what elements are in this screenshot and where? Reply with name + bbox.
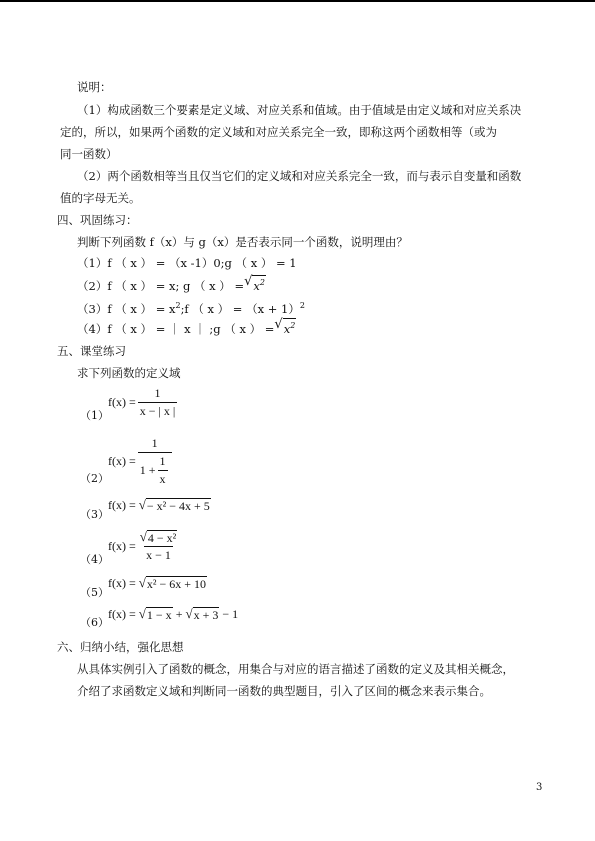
inner-fraction xyxy=(158,454,168,487)
note1-line3: 同一函数） xyxy=(60,147,118,161)
tail-term: − 1 xyxy=(222,607,239,621)
exercise5-formula-3 xyxy=(108,498,211,513)
lhs: f(x) = xyxy=(108,498,136,512)
formula-part-a: f （ x ） = x xyxy=(107,301,176,316)
note2-line2: 值的字母无关。 xyxy=(60,191,141,205)
item-label: （1） xyxy=(77,256,108,270)
section6-title: 六、归纳小结，强化思想 xyxy=(57,640,184,654)
denominator-lead: 1 + xyxy=(139,463,156,477)
exercise4-item1 xyxy=(77,256,297,270)
exercise5-formula-5 xyxy=(108,576,207,591)
section4-question: 判断下列函数 f（x）与 g（x）是否表示同一个函数，说明理由？ xyxy=(77,235,408,249)
sqrt-first: √ 1 − x xyxy=(138,606,172,622)
item-label: （2） xyxy=(77,278,108,293)
inner-numerator: 1 xyxy=(159,454,166,468)
note1-line2: 定的，所以，如果两个函数的定义域和对应关系完全一致，即称这两个函数相等（或为 xyxy=(60,125,497,139)
section6-line2: 介绍了求函数定义域和判断同一函数的典型题目，引入了区间的概念来表示集合。 xyxy=(77,684,491,698)
exercise5-label-3: （3） xyxy=(80,508,109,521)
note2-line1: （2）两个函数相等当且仅当它们的定义域和对应关系完全一致，而与表示自变量和函数 xyxy=(77,169,522,183)
section5-task: 求下列函数的定义域 xyxy=(77,366,181,380)
fraction xyxy=(138,386,178,419)
numerator: 1 xyxy=(151,436,158,450)
sqrt: √ x² − 6x + 10 xyxy=(138,575,207,591)
sqrt: √ − x² − 4x + 5 xyxy=(138,497,210,513)
denominator: x − 1 xyxy=(146,548,171,562)
exponent: 2 xyxy=(259,278,265,287)
radicand: 4 − x² xyxy=(147,531,177,545)
exercise5-label-4: （4） xyxy=(80,553,109,566)
item-formula: f （ x ） = x; g （ x ） = xyxy=(107,278,245,293)
sqrt-second: √ x + 3 xyxy=(185,606,219,622)
sqrt-x-squared: √ $x^2$ xyxy=(274,317,296,336)
sqrt: √ 4 − x² xyxy=(139,529,177,545)
exercise5-label-1: （1） xyxy=(80,409,109,422)
exercise5-formula-2 xyxy=(108,436,174,487)
inner-denominator: x xyxy=(159,472,166,486)
lhs: f(x) = xyxy=(108,395,136,409)
exponent-b: 2 xyxy=(299,301,305,310)
fraction xyxy=(138,436,172,487)
exercise4-item2 xyxy=(77,275,266,293)
section4-title: 四、巩固练习： xyxy=(57,213,138,227)
exercise5-label-6: （6） xyxy=(80,616,109,629)
formula-part-b: ;f （ x ） = （x + 1） xyxy=(180,301,300,316)
radicand-second: x + 3 xyxy=(193,608,219,622)
lhs: f(x) = xyxy=(108,454,136,468)
radicand: x² − 6x + 10 xyxy=(146,577,207,591)
exercise5-label-2: （2） xyxy=(80,472,109,485)
item-formula: f （ x ） = （x -1）0;g （ x ） = 1 xyxy=(107,256,297,270)
lhs: f(x) = xyxy=(108,607,136,621)
radicand: − x² − 4x + 5 xyxy=(146,499,210,513)
page-number: 3 xyxy=(536,782,543,793)
radicand: x xyxy=(283,321,291,336)
item-formula: f （ x ） = ｜ x ｜ ;g （ x ） = xyxy=(107,321,275,336)
denominator: x − | x | xyxy=(139,404,176,418)
exercise5-label-5: （5） xyxy=(80,586,109,599)
exercise5-formula-1 xyxy=(108,386,179,419)
exponent-a: 2 xyxy=(175,301,181,310)
intro-heading: 说明： xyxy=(77,80,112,94)
exercise4-item3 xyxy=(77,299,305,316)
section6-line1: 从具体实例引入了函数的概念，用集合与对应的语言描述了函数的定义及其相关概念， xyxy=(77,662,514,676)
note1-line1: （1）构成函数三个要素是定义域、对应关系和值域。由于值域是由定义域和对应关系决 xyxy=(77,103,522,117)
exercise5-formula-6 xyxy=(108,607,238,622)
radicand: x xyxy=(253,278,260,293)
lhs: f(x) = xyxy=(108,539,136,553)
item-label: （4） xyxy=(77,321,108,336)
sqrt-x-squared: √ $x^2$ xyxy=(244,274,265,293)
section5-title: 五、课堂练习 xyxy=(57,344,126,358)
fraction xyxy=(138,530,180,563)
radicand-first: 1 − x xyxy=(146,608,172,622)
lhs: f(x) = xyxy=(108,576,136,590)
plus-sign: + xyxy=(175,607,183,621)
denominator xyxy=(138,452,172,487)
item-label: （3） xyxy=(77,301,108,316)
exponent: 2 xyxy=(290,321,296,330)
exercise5-formula-4 xyxy=(108,530,181,563)
numerator: 1 xyxy=(154,386,161,400)
exercise4-item4 xyxy=(77,318,296,336)
numerator xyxy=(138,530,180,546)
